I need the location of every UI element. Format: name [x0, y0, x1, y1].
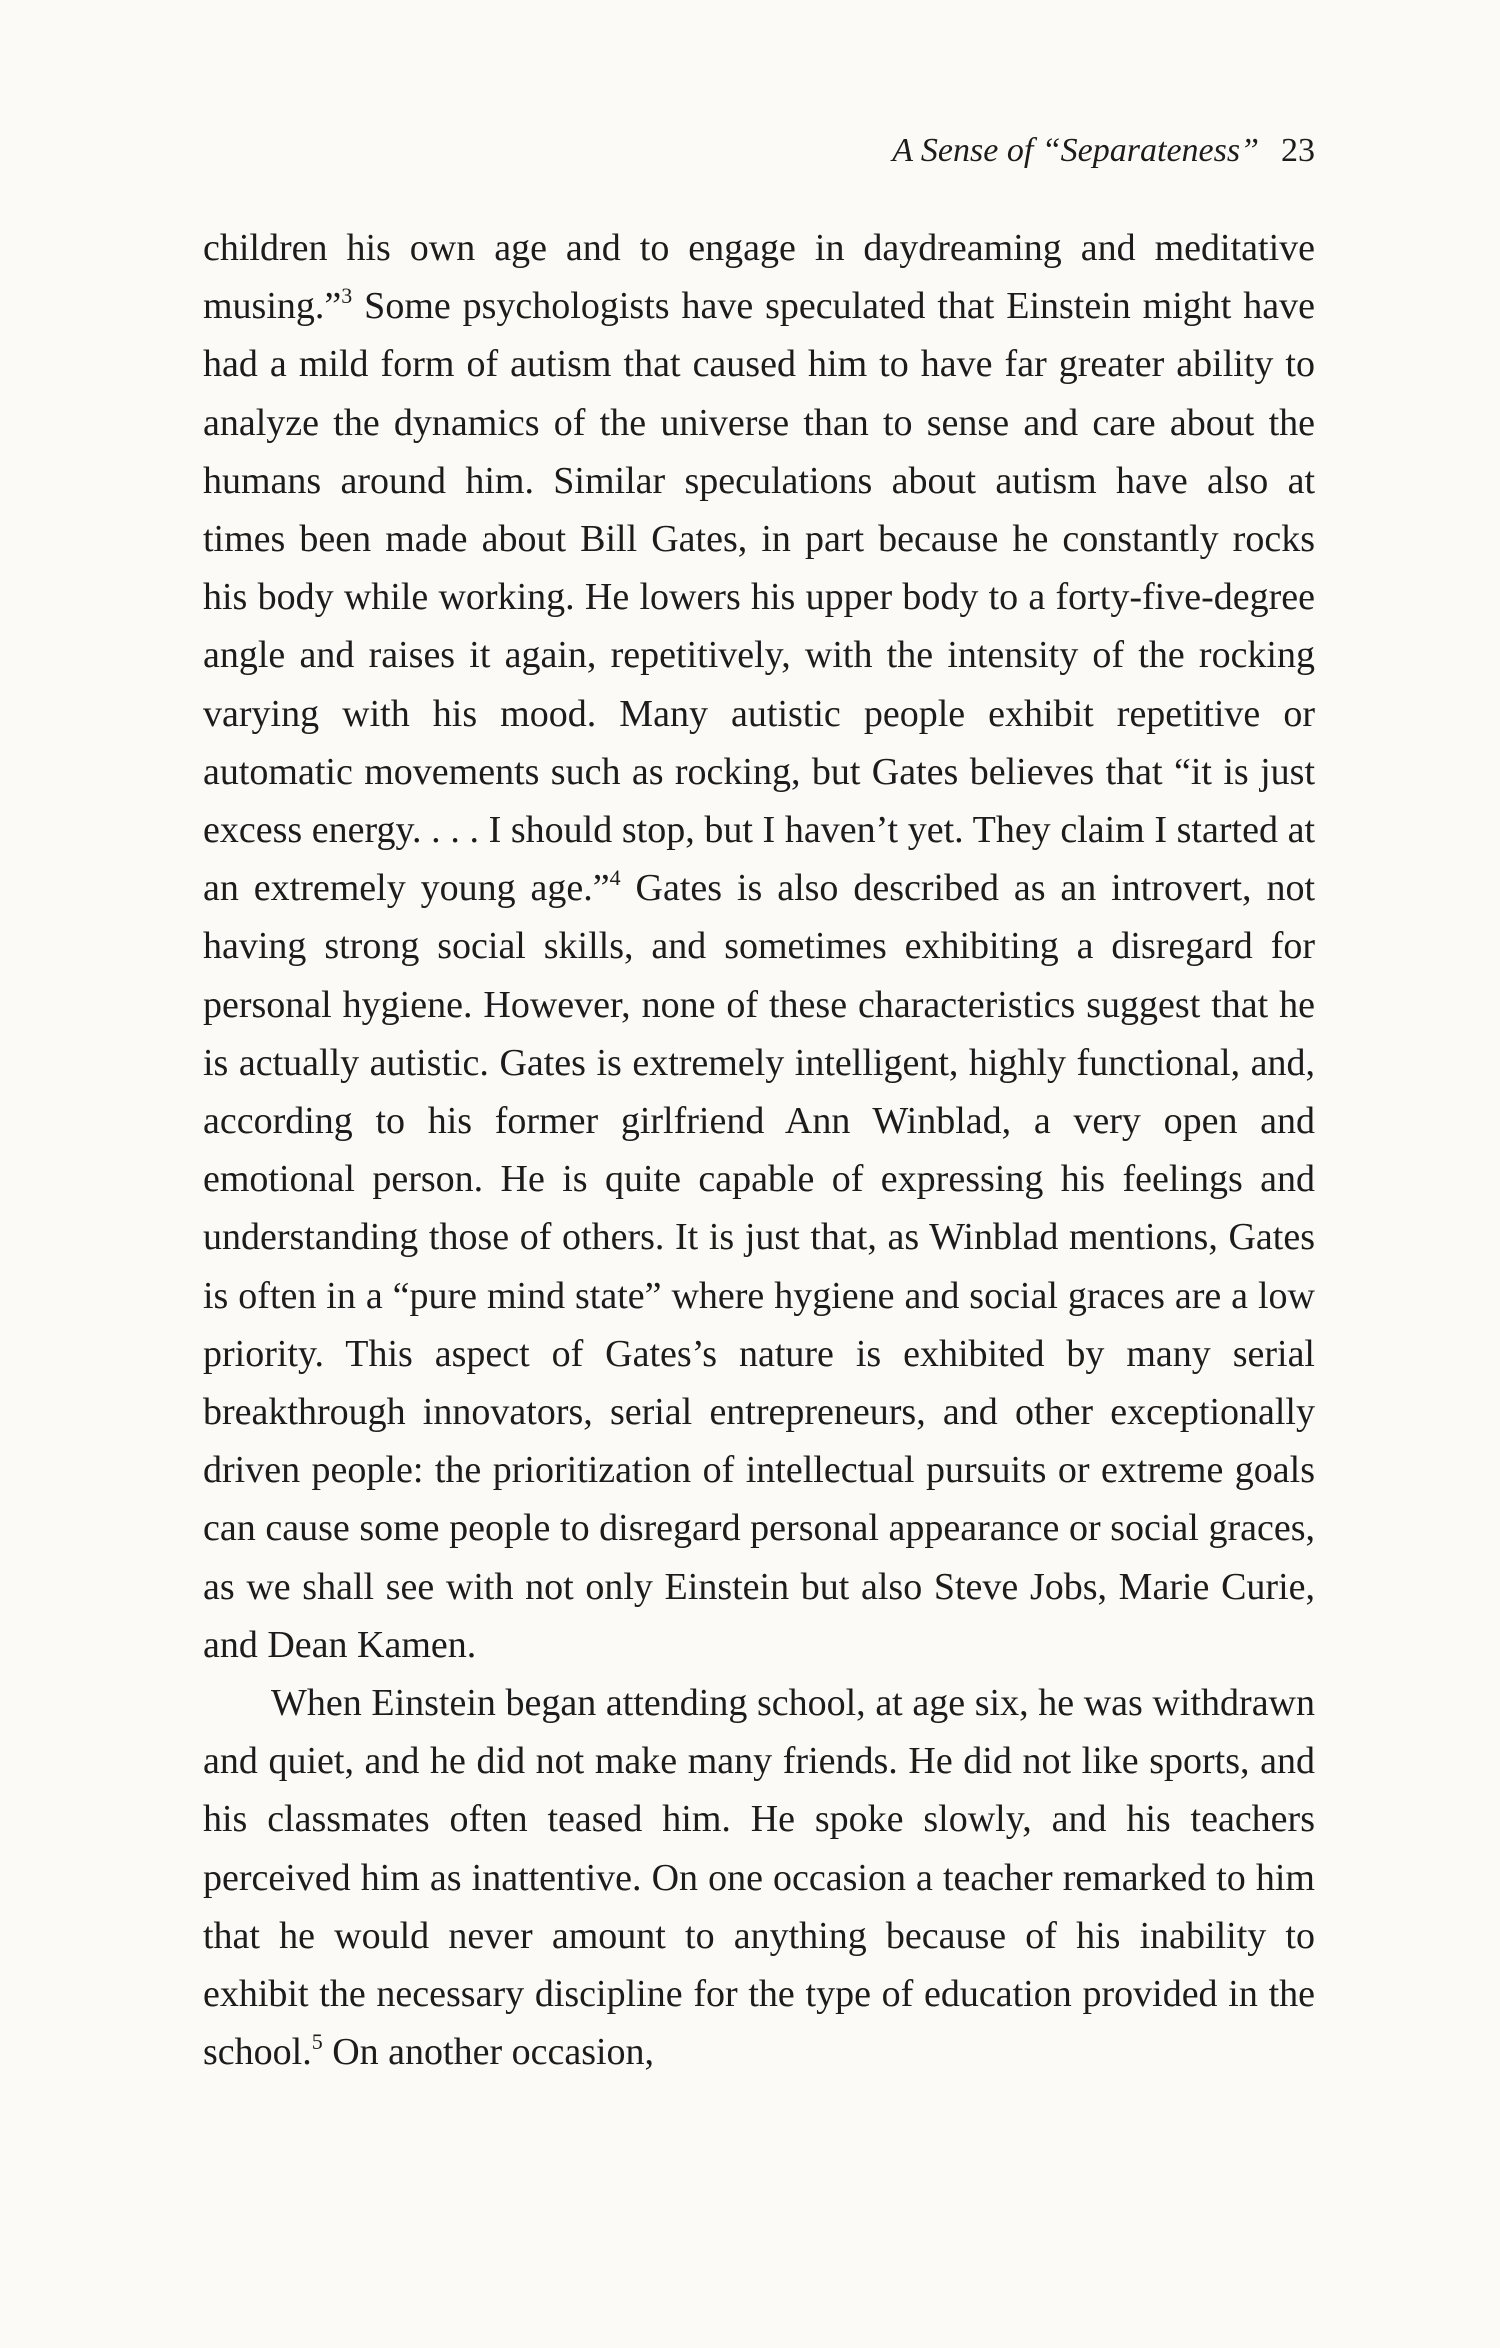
page-number: 23 — [1281, 132, 1315, 169]
paragraph — [203, 219, 1315, 1674]
text-run: children his own age and to engage in daydreaming and meditative musing.” — [203, 227, 1315, 328]
body-text — [203, 219, 1315, 2082]
running-head — [203, 132, 1315, 170]
text-run: Some psychologists have speculated that Einstein might have had a mild form of autism that caused him to have far greater ability to analyze the dynamics of the universe than to sense and care about the humans around him. Similar speculations about autism have also at times been made about Bill Gates, in part because he constantly rocks his body while working. He lowers his upper body to a forty-five-degree angle and raises it again, repetitively, with the intensity of the rocking varying with his mood. Many autistic people exhibit repetitive or automatic movements such as rocking, but Gates believes that “it is just excess energy. . . . I should stop, but I haven’t yet. They claim I started at an extremely young age.” — [203, 285, 1315, 910]
text-run: On another occasion, — [322, 2031, 655, 2074]
footnote-ref-3: 3 — [341, 283, 353, 309]
text-run: Gates is also described as an introvert, not having strong social skills, and sometimes exhibiting a disregard for personal hygiene. However, none of these characteristics suggest that he is actually autistic. Gates is extremely intelligent, highly functional, and, according to his former girlfriend Ann Winblad, a very open and emotional person. He is quite capable of expressing his feelings and understanding those of others. It is just that, as Winblad mentions, Gates is often in a “pure mind state” where hygiene and social graces are a low priority. This aspect of Gates’s nature is exhibited by many serial breakthrough innovators, serial entrepreneurs, and other exceptionally driven people: the prioritization of intellectual pursuits or extreme goals can cause some people to disregard personal appearance or social graces, as we shall see with not only Einstein but also Steve Jobs, Marie Curie, and Dean Kamen. — [203, 867, 1316, 1666]
footnote-ref-4: 4 — [609, 865, 621, 891]
text-run: When Einstein began attending school, at age six, he was withdrawn and quiet, and he did not make many friends. He did not like sports, and his classmates often teased him. He spoke slowly, and his teachers perceived him as inattentive. On one occasion a teacher remarked to him that he would never amount to anything because of his inability to exhibit the necessary discipline for the type of education provided in the school. — [203, 1682, 1315, 2074]
chapter-title: A Sense of “Separateness” — [892, 132, 1259, 169]
footnote-ref-5: 5 — [311, 2029, 323, 2055]
paragraph — [203, 1674, 1315, 2081]
